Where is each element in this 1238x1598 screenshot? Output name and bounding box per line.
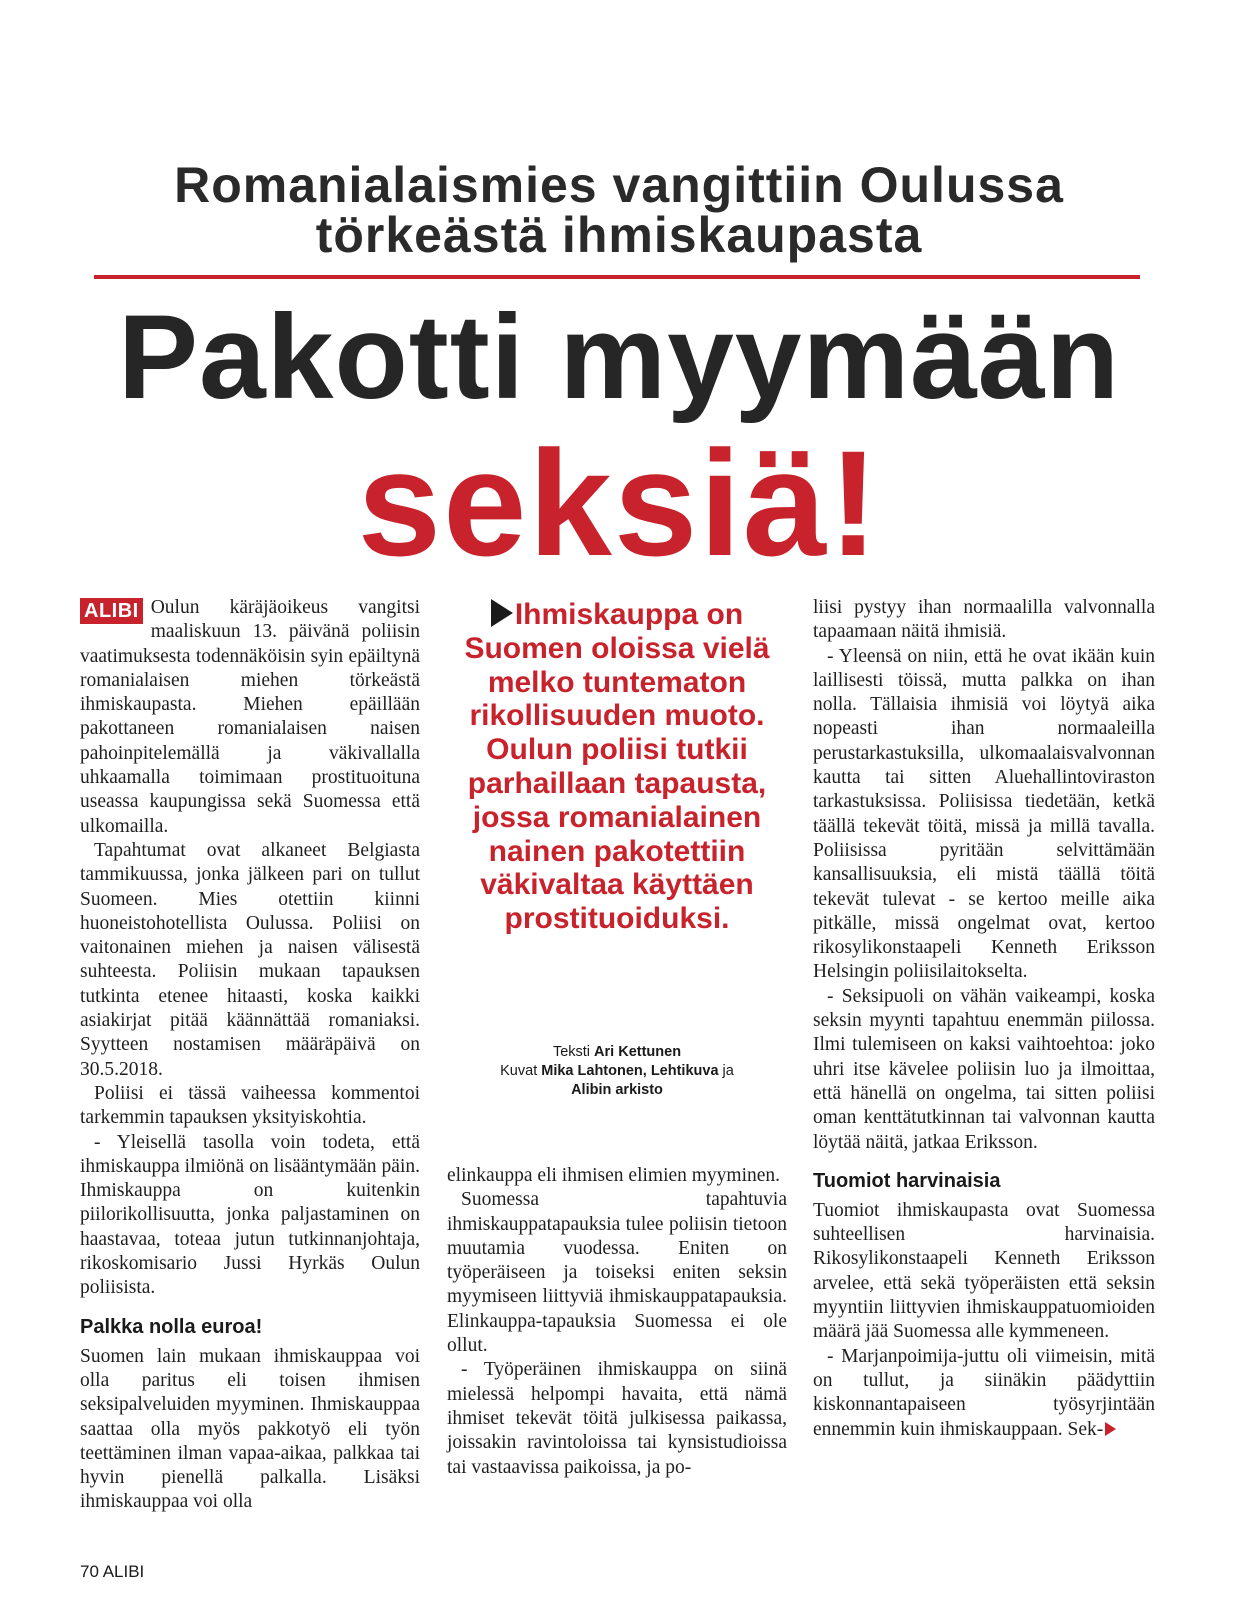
headline-line-1: Pakotti myymään — [117, 290, 1121, 424]
paragraph-text: - Marjanpoimija-juttu oli viimeisin, mitä on tullut, ja siinäkin päädyttiin kiskonnantapaiseen työsyrjintään ennemmin kuin ihmiskauppaan. Sek- — [813, 1345, 1155, 1440]
paragraph: Suomessa tapahtuvia ihmiskauppatapauksia tulee poliisin tietoon muutamia vuodessa. Eniten on työperäiseen ja toiseksi eniten seksin myymiseen liittyviä ihmiskauppatapauksia. Elinkauppa-tapauksia Suomessa ei ole ollut. — [447, 1189, 787, 1357]
photos-authors: Mika Lahtonen, Lehtikuva — [541, 1063, 719, 1079]
paragraph — [813, 1345, 1155, 1442]
kicker-line-2: törkeästä ihmiskaupasta — [315, 207, 923, 263]
alibi-badge: ALIBI — [80, 598, 143, 624]
page-number: 70 ALIBI — [80, 1562, 145, 1581]
article-column-2 — [447, 1164, 787, 1480]
pull-quote-text: Ihmiskauppa on Suomen oloissa vielä melko tuntematon rikollisuuden muoto. Oulun poliisi tutkii parhaillaan tapausta, jossa romanialainen nainen pakotettiin väkivaltaa käyttäen prostituoiduksi. — [464, 598, 770, 936]
paragraph-text: Oulun käräjäoikeus vangitsi maaliskuun 13. päivänä poliisin vaatimuksesta todennäköisin syin epäiltynä romanialaisen miehen törkeästä ihmiskaupasta. Miehen epäillään pakottaneen romanialaisen naisen pahoinpitelemällä ja väkivallalla uhkaamalla toimimaan prostituoituna useassa kaupungissa sekä Suomessa että ulkomailla. — [80, 597, 420, 837]
kicker-line-1: Romanialaismies vangittiin Oulussa — [174, 157, 1064, 213]
paragraph: elinkauppa eli ihmisen elimien myyminen. — [447, 1165, 781, 1186]
text-label: Teksti — [552, 1044, 591, 1060]
headline-line-2: seksiä! — [357, 419, 881, 587]
archive-credit: Alibin arkisto — [571, 1082, 663, 1098]
pull-quote — [447, 598, 787, 936]
headline-divider — [94, 275, 1140, 279]
play-triangle-icon — [491, 599, 513, 627]
paragraph: - Yleisellä tasolla voin todeta, että ihmiskauppa ilmiönä on lisääntymään päin. Ihmiskauppa on kuitenkin piilorikollisuutta, jonka paljastaminen on haastavaa, toteaa jutun tutkinnanjohtaja, rikoskomisario Jussi Hyrkäs Oulun poliisista. — [80, 1131, 420, 1299]
subheading: Tuomiot harvinaisia — [813, 1169, 1001, 1192]
text-author: Ari Kettunen — [594, 1044, 682, 1060]
and-word: ja — [722, 1063, 734, 1079]
paragraph — [80, 596, 420, 839]
paragraph: Suomen lain mukaan ihmiskauppaa voi olla paritus eli toisen ihmisen seksipalveluiden myyminen. Ihmiskauppaa saattaa olla myös pakkotyö eli työn teettäminen ilman vapaa-aikaa, palkkaa tai hyvin pienellä palkalla. Lisäksi ihmiskauppaa voi olla — [80, 1345, 420, 1513]
paragraph: liisi pystyy ihan normaalilla valvonnalla tapaamaan näitä ihmisiä. — [813, 597, 1155, 643]
paragraph: - Yleensä on niin, että he ovat ikään kuin laillisesti töissä, mutta palkka on ihan nolla. Tällaisia ihmisiä voi löytyä aika nopeasti ihan normaaleilla perustarkastuksilla, ulkomaalaisvalvonnan kautta tai sitten Aluehallintoviraston tarkastuksissa. Poliisissa tiedetään, ketkä täällä tekevät töitä, missä ja millä tavalla. Poliisissa pyritään selvittämään kansallisuuksia, eli mistä täällä töitä tekevät tulevat - se kertoo meille aika pitkälle, missä ongelmat ovat, kertoo rikosylikonstaapeli Kenneth Eriksson Helsingin poliisilaitokselta. — [813, 645, 1155, 983]
paragraph: - Seksipuoli on vähän vaikeampi, koska seksin myynti tapahtuu enemmän piilossa. Ilmi tulemiseen on kaksi vaihtoehtoa: joko uhri itse kävelee poliisin luo ja ilmoittaa, että hänellä on ongelma, tai sitten poliisi oman kenttätutkinnan tai valvonnan kautta löytää näitä, jatkaa Eriksson. — [813, 985, 1155, 1153]
article-column-3 — [813, 596, 1155, 1442]
photos-label: Kuvat — [500, 1063, 538, 1079]
paragraph: Poliisi ei tässä vaiheessa kommentoi tarkemmin tapauksen yksityiskohtia. — [80, 1082, 420, 1129]
paragraph: - Työperäinen ihmiskauppa on siinä mielessä helpompi havaita, että nämä ihmiset tekevät töitä julkisessa paikassa, joissakin ravintoloissa tai kynsistudioissa tai vastaavissa paikoissa, ja po- — [447, 1359, 787, 1478]
paragraph: Tuomiot ihmiskaupasta ovat Suomessa suhteellisen harvinaisia. Rikosylikonstaapeli Kenneth Eriksson arvelee, että sekä työperäisten että seksin myyntiin liittyvien ihmiskauppatuomioiden määrä jää Suomessa alle kymmeneen. — [813, 1199, 1155, 1343]
continue-arrow-icon — [1105, 1422, 1116, 1436]
article-column-1 — [80, 596, 420, 1515]
byline — [447, 1043, 787, 1100]
kicker-title — [60, 157, 1178, 263]
subheading: Palkka nolla euroa! — [80, 1315, 263, 1338]
paragraph: Tapahtumat ovat alkaneet Belgiasta tammikuussa, jonka jälkeen pari on tullut Suomeen. Mies otettiin kiinni huoneistohotellista Oulussa. Poliisi on vaitonainen miehen ja naisen välisestä suhteesta. Poliisin mukaan tapauksen tutkinta etenee hitaasti, koska kaikki asiakirjat pitää käännättää romaniaksi. Syytteen nostamisen määräpäivä on 30.5.2018. — [80, 839, 420, 1080]
